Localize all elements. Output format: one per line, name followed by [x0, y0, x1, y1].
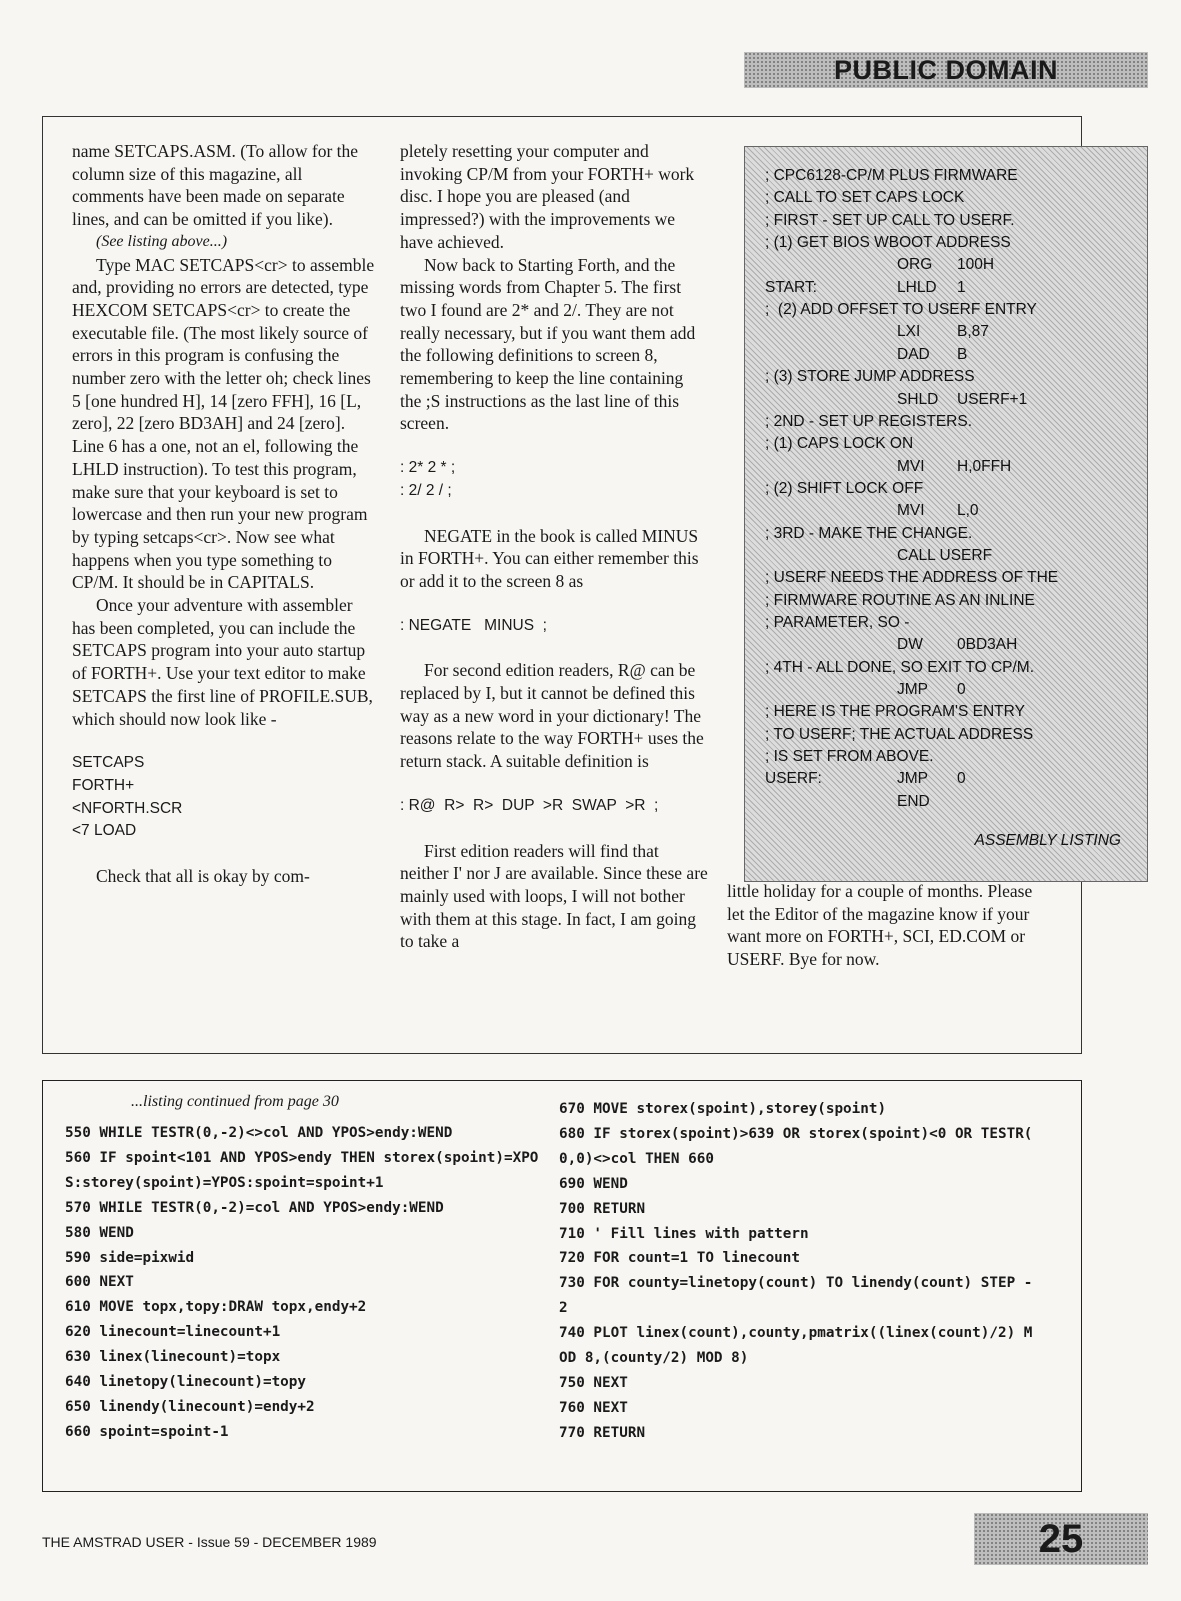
- listing-operand: 0: [957, 681, 966, 699]
- listing-line: [745, 634, 1147, 657]
- basic-code-line: 730 FOR county=linetopy(count) TO linendy(count) STEP -: [559, 1275, 1033, 1292]
- listing-operand: USERF+1: [957, 390, 1028, 408]
- paragraph: NEGATE in the book is called MINUS in FORTH+. You can either remember this or add it to the screen 8 as: [400, 525, 699, 591]
- section-tag: PUBLIC DOMAIN: [744, 52, 1148, 88]
- basic-code-line: 590 side=pixwid: [65, 1249, 195, 1266]
- listing-line: [745, 545, 1147, 568]
- listing-comment: ; (2) SHIFT LOCK OFF: [765, 479, 924, 497]
- listing-line: [745, 277, 1147, 300]
- listing-opcode: LHLD: [897, 278, 937, 296]
- paragraph: Once your adventure with assembler has been completed, you can include the SETCAPS program into your auto startup of FORTH+. Use your text editor to make SETCAPS the first line of PROFILE.SUB, which should now look like -: [72, 595, 373, 729]
- basic-code-line: 600 NEXT: [65, 1274, 134, 1291]
- listing-line: [745, 389, 1147, 412]
- basic-code-line: 750 NEXT: [559, 1374, 628, 1391]
- listing-label: USERF:: [765, 770, 822, 788]
- listing-line: [745, 500, 1147, 523]
- listing-comment: ; USERF NEEDS THE ADDRESS OF THE: [765, 569, 1059, 587]
- article-column-1: [72, 140, 378, 888]
- listing-reference-note: (See listing above...): [96, 232, 228, 250]
- listing-comment: ; IS SET FROM ABOVE.: [765, 748, 934, 766]
- basic-code-line: 680 IF storex(spoint)>639 OR storex(spoint)<0 OR TESTR(: [559, 1125, 1033, 1142]
- listing-opcode: END: [897, 792, 930, 810]
- listing-opcode: DAD: [897, 345, 930, 363]
- code-line: : 2* 2 * ;: [400, 459, 456, 477]
- listing-operand: H,0FFH: [957, 457, 1012, 475]
- code-line: <7 LOAD: [72, 822, 137, 840]
- listing-line: [745, 344, 1147, 367]
- basic-listing-left: [65, 1121, 538, 1445]
- paragraph: pletely resetting your computer and invoking CP/M from your FORTH+ work disc. I hope you are pleased (and impressed?) with the improvements we have achieved.: [400, 141, 695, 252]
- listing-line: [745, 657, 1147, 680]
- basic-listing-right: [559, 1097, 1032, 1446]
- listing-line: [745, 411, 1147, 434]
- listing-comment: ; (1) GET BIOS WBOOT ADDRESS: [765, 234, 1011, 252]
- listing-comment: ; PARAMETER, SO -: [765, 614, 910, 631]
- page-number: 25: [974, 1513, 1148, 1565]
- listing-opcode: CALL USERF: [897, 546, 993, 564]
- assembly-listing-box: [744, 146, 1148, 882]
- article-column-3: [727, 880, 1047, 971]
- basic-code-line: S:storey(spoint)=YPOS:spoint=spoint+1: [65, 1174, 384, 1191]
- listing-opcode: ORG: [897, 256, 933, 274]
- listing-line: [745, 768, 1147, 791]
- listing-line: [745, 210, 1147, 233]
- listing-comment: ; FIRST - SET UP CALL TO USERF.: [765, 211, 1015, 229]
- listing-line: [745, 433, 1147, 456]
- paragraph: Check that all is okay by com-: [96, 866, 310, 887]
- basic-code-line: 550 WHILE TESTR(0,-2)<>col AND YPOS>endy:WEND: [65, 1125, 453, 1141]
- basic-code-line: 580 WEND: [65, 1224, 134, 1241]
- listing-line: [745, 523, 1147, 546]
- listing-line: [745, 165, 1147, 188]
- paragraph: Now back to Starting Forth, and the missing words from Chapter 5. The first two I found are 2* and 2/. They are not really necessary, but if you want them add the following definitions to screen 8, remembering to keep the line containing the ;S instructions as the last line of this screen.: [400, 254, 696, 434]
- basic-code-line: 670 MOVE storex(spoint),storey(spoint): [559, 1101, 887, 1117]
- listing-opcode: MVI: [897, 502, 925, 520]
- paragraph: For second edition readers, R@ can be replaced by I, but it cannot be defined this way as a new word in your dictionary! The reasons relate to the way FORTH+ uses the return stack. A suitable definition is: [400, 660, 704, 772]
- basic-code-line: OD 8,(county/2) MOD 8): [559, 1350, 749, 1367]
- basic-code-line: 630 linex(linecount)=topx: [65, 1349, 281, 1366]
- paragraph: Type MAC SETCAPS<cr> to assemble and, providing no errors are detected, type HEXCOM SETCAPS<cr> to create the executable file. (The most likely source of errors in this program is confusing the number zero with the letter oh; check lines 5 [one hundred H], 14 [zero FFH], 16 [L, zero], 22 [zero BD3AH] and 24 [zero]. Line 6 has a one, not an el, following the LHLD instruction). To test this program, make sure that your keyboard is set to lowercase and then run your new program by typing setcaps<cr>. Now see what happens when you type something to CP/M. It should be in CAPITALS.: [72, 254, 375, 593]
- issue-date: Issue 59 - DECEMBER 1989: [196, 1534, 377, 1550]
- listing-opcode: JMP: [897, 681, 928, 699]
- listing-comment: ; 4TH - ALL DONE, SO EXIT TO CP/M.: [765, 658, 1035, 676]
- basic-code-line: 690 WEND: [559, 1175, 628, 1192]
- listing-comment: ; HERE IS THE PROGRAM'S ENTRY: [765, 703, 1025, 721]
- basic-code-line: 710 ' Fill lines with pattern: [559, 1225, 809, 1242]
- listing-opcode: SHLD: [897, 390, 939, 408]
- listing-comment: ; (2) ADD OFFSET TO USERF ENTRY: [765, 301, 1037, 319]
- listing-operand: L,0: [957, 502, 979, 520]
- listing-operand: B,87: [957, 323, 989, 341]
- basic-code-line: 650 linendy(linecount)=endy+2: [65, 1398, 315, 1415]
- basic-code-line: 0,0)<>col THEN 660: [559, 1150, 714, 1167]
- listing-comment: ; CALL TO SET CAPS LOCK: [765, 189, 965, 207]
- listing-operand: 100H: [957, 256, 995, 274]
- listing-operand: 0: [957, 770, 966, 788]
- listing-opcode: JMP: [897, 770, 928, 788]
- listing-operand: 0BD3AH: [957, 636, 1018, 654]
- listing-opcode: DW: [897, 636, 923, 654]
- basic-listing-box: [42, 1080, 1082, 1492]
- basic-code-line: 620 linecount=linecount+1: [65, 1324, 281, 1341]
- article-column-2: [400, 140, 708, 953]
- listing-comment: ; FIRMWARE ROUTINE AS AN INLINE: [765, 591, 1035, 609]
- listing-comment: ; TO USERF; THE ACTUAL ADDRESS: [765, 725, 1034, 743]
- basic-code-line: 770 RETURN: [559, 1424, 646, 1441]
- listing-opcode: LXI: [897, 323, 921, 341]
- listing-line: [745, 254, 1147, 277]
- listing-line: [745, 590, 1147, 613]
- listing-line: [745, 321, 1147, 344]
- listing-line: [745, 612, 1147, 635]
- listing-caption: ASSEMBLY LISTING: [974, 832, 1121, 849]
- basic-code-line: 640 linetopy(linecount)=topy: [65, 1374, 307, 1391]
- listing-line: [745, 724, 1147, 747]
- basic-code-line: 740 PLOT linex(count),county,pmatrix((linex(count)/2) M: [559, 1325, 1033, 1342]
- basic-code-line: 560 IF spoint<101 AND YPOS>endy THEN storex(spoint)=XPO: [65, 1149, 539, 1166]
- listing-line: [745, 567, 1147, 590]
- listing-operand: B: [957, 345, 968, 363]
- listing-line: [745, 456, 1147, 479]
- listing-comment: ; (3) STORE JUMP ADDRESS: [765, 368, 975, 386]
- paragraph: First edition readers will find that neither I' nor J are available. Since these are mainly used with loops, I will not bother with them at this stage. In fact, I am going to take a: [400, 840, 708, 952]
- basic-code-line: 720 FOR count=1 TO linecount: [559, 1250, 801, 1267]
- code-line: FORTH+: [72, 776, 135, 794]
- code-line: <NFORTH.SCR: [72, 799, 183, 817]
- listing-line: [745, 299, 1147, 322]
- listing-line: [745, 701, 1147, 724]
- code-line: : 2/ 2 / ;: [400, 481, 452, 499]
- listing-label: START:: [765, 278, 817, 296]
- listing-line: [745, 679, 1147, 702]
- code-line: : R@ R> R> DUP >R SWAP >R ;: [400, 796, 659, 814]
- basic-code-line: 660 spoint=spoint-1: [65, 1423, 229, 1440]
- listing-opcode: MVI: [897, 457, 925, 475]
- listing-line: [745, 746, 1147, 769]
- footer-publication: THE AMSTRAD USER - Issue 59 - DECEMBER 1989: [42, 1534, 377, 1550]
- basic-code-line: 570 WHILE TESTR(0,-2)=col AND YPOS>endy:WEND: [65, 1199, 444, 1216]
- paragraph: little holiday for a couple of months. Please let the Editor of the magazine know if your want more on FORTH+, SCI, ED.COM or USERF. Bye for now.: [727, 881, 1033, 970]
- code-line: SETCAPS: [72, 754, 145, 772]
- listing-comment: ; CPC6128-CP/M PLUS FIRMWARE: [765, 167, 1018, 184]
- publication-name: THE AMSTRAD USER: [42, 1534, 185, 1550]
- basic-code-line: 760 NEXT: [559, 1399, 628, 1416]
- listing-line: [745, 366, 1147, 389]
- listing-line: [745, 791, 1147, 814]
- listing-line: [745, 187, 1147, 210]
- listing-operand: 1: [957, 278, 966, 296]
- basic-code-line: 610 MOVE topx,topy:DRAW topx,endy+2: [65, 1299, 367, 1316]
- listing-comment: ; 2ND - SET UP REGISTERS.: [765, 412, 973, 430]
- profile-code-block: [72, 752, 378, 843]
- code-line: : NEGATE MINUS ;: [400, 616, 547, 634]
- forth-code-block: [400, 457, 708, 502]
- paragraph: name SETCAPS.ASM. (To allow for the column size of this magazine, all comments have been made on separate lines, and can be omitted if you like).: [72, 141, 359, 230]
- basic-code-line: 2: [559, 1300, 568, 1317]
- listing-continued-note: ...listing continued from page 30: [131, 1093, 339, 1110]
- listing-comment: ; 3RD - MAKE THE CHANGE.: [765, 524, 973, 542]
- listing-comment: ; (1) CAPS LOCK ON: [765, 435, 914, 453]
- listing-line: [745, 478, 1147, 501]
- basic-code-line: 700 RETURN: [559, 1200, 646, 1217]
- listing-line: [745, 232, 1147, 255]
